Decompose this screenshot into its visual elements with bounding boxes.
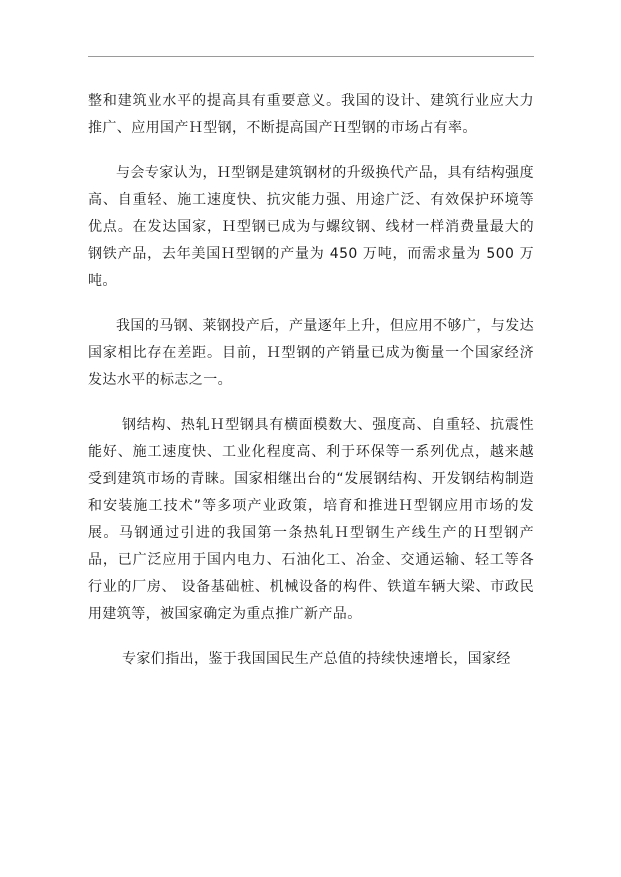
paragraph-3: 我国的马钢、莱钢投产后，产量逐年上升，但应用不够广，与发达国家相比存在差距。目前，Ｈ型钢的产销量已成为衡量一个国家经济发达水平的标志之一。 xyxy=(88,318,534,388)
paragraph-2: 与会专家认为，Ｈ型钢是建筑钢材的升级换代产品，具有结构强度高、自重轻、施工速度快、抗灾能力强、用途广泛、有效保护环境等优点。在发达国家，Ｈ型钢已成为与螺纹钢、线材一样消费量最大的钢铁产品，去年美国Ｈ型钢的产量为 450 万吨，而需求量为 500 万吨。 xyxy=(88,165,534,289)
paragraph-1: 整和建筑业水平的提高具有重要意义。我国的设计、建筑行业应大力推广、应用国产Ｈ型钢，不断提高国产Ｈ型钢的市场占有率。 xyxy=(88,93,534,136)
header-divider xyxy=(88,56,534,57)
paragraph-4: 钢结构、热轧Ｈ型钢具有横面模数大、强度高、自重轻、抗震性能好、施工速度快、工业化程度高、利于环保等一系列优点，越来越受到建筑市场的青睐。国家相继出台的“发展钢结构、开发钢结构制造和安装施工技术”等多项产业政策，培育和推进Ｈ型钢应用市场的发展。马钢通过引进的我国第一条热轧Ｈ型钢生产线生产的Ｈ型钢产品，已广泛应用于国内电力、石油化工、冶金、交通运输、轻工等各行业的厂房、 设备基础桩、机械设备的构件、铁道车辆大梁、市政民用建筑等，被国家确定为重点推广新产品。 xyxy=(88,417,534,622)
paragraph-5: 专家们指出，鉴于我国国民生产总值的持续快速增长，国家经 xyxy=(122,651,511,667)
body-text xyxy=(88,88,534,673)
